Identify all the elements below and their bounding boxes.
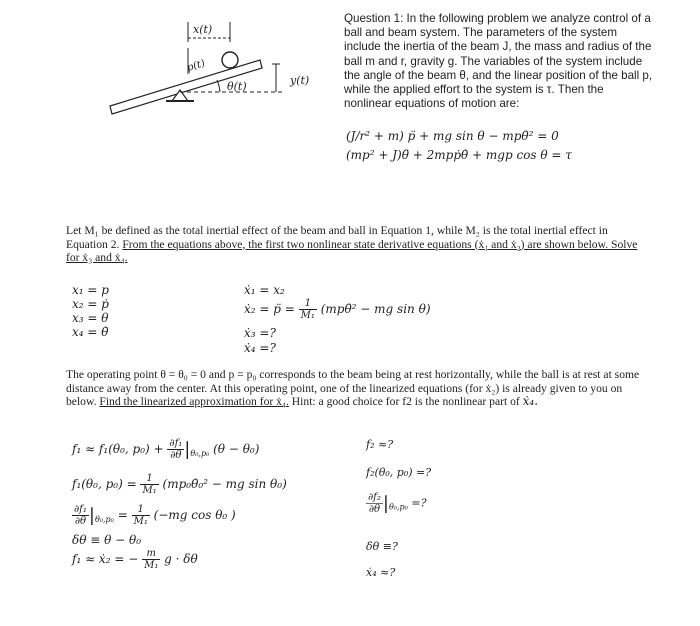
- deriv-x2: [244, 298, 431, 321]
- lin-eq-1-sub: θ₀,p₀: [190, 449, 210, 458]
- lin-eq-5-frac: [142, 548, 160, 571]
- ball-beam-diagram: [84, 8, 334, 118]
- lin-eq-2-frac: [140, 473, 158, 496]
- f2-partial-sub: θ₀,p₀: [388, 502, 408, 512]
- deriv-x3: ẋ₃ =?: [244, 326, 276, 340]
- section3-hint: Hint: a good choice for f2 is the nonlinear part of: [291, 395, 520, 409]
- lin-eq-3-den2: M₁: [133, 516, 148, 527]
- label-theta: θ(t): [227, 80, 247, 93]
- lin-eq-2-num: 1: [140, 473, 158, 485]
- section3-paragraph: [66, 368, 642, 409]
- lin-eq-1: f₁ ≈ f₁(θ₀, p₀) + $\frac{\text{∂f₁}}{\partial\theta}$ $|_{\theta_0,p_0}$ (θ − θ₀): [72, 438, 260, 461]
- lin-eq-2: [72, 473, 287, 496]
- section3-hint-target: ẋ₄.: [522, 394, 539, 409]
- label-x: x(t): [193, 23, 213, 36]
- lin-eq-5-b: g · δθ: [164, 552, 198, 566]
- state-x2: x₂ = ṗ: [72, 297, 109, 311]
- ball: [222, 52, 238, 68]
- section2-instruction: From the equations above, the first two nonlinear state derivative equations (ẋ₁ and ẋ₂) are shown below. Solve for ẋ₃ and ẋ₄.: [66, 237, 638, 265]
- equation-2: (mp² + J)θ̈ + 2mpṗθ̇ + mgp cos θ = τ: [346, 148, 572, 162]
- label-p: p(t): [185, 58, 207, 74]
- section2-intro: Let M₁ be defined as the total inertial effect of the beam and ball in Equation 1, while M₂ is the total inertial effect in Equation 2.: [66, 224, 608, 251]
- f2-approx: f₂ ≈?: [366, 438, 394, 451]
- lin-eq-1-partial: [167, 438, 184, 461]
- lin-eq-3-num: ∂f₁: [74, 504, 87, 515]
- document-page: [14, 0, 686, 626]
- lin-eq-3-partial: [72, 504, 89, 527]
- lin-eq-1-b: (θ − θ₀): [213, 442, 260, 456]
- f2-partial-den: ∂θ: [368, 504, 381, 515]
- lin-eq-3-sub: θ₀,p₀: [94, 515, 114, 524]
- lin-eq-1-num: ∂f₁: [169, 438, 183, 449]
- lin-eq-2-den: M₁: [142, 485, 157, 496]
- lin-eq-2-a: f₁(θ₀, p₀) =: [72, 477, 137, 491]
- f2-op-point: f₂(θ₀, p₀) =?: [366, 466, 432, 479]
- state-x1: x₁ = p: [72, 283, 109, 297]
- section3-text: The operating point θ = θ₀ = 0 and p = p₀ corresponds to the beam being at rest horizontally, while the ball is at rest at some distance away from the center. At this operating point, one of the linearized equations (for ẋ₂) is already given to you on below.: [66, 368, 640, 409]
- lin-eq-3: $\frac{\text{∂f₁}}{\partial\theta}$ $|_{\theta_0,p_0}$ = $\frac{1}{\text{M₁}}$ (−mg cos θ₀ ): [74, 504, 236, 527]
- f2-partial: $\frac{\text{∂f₂}}{\partial\theta}$ $|_{\theta_0,p_0}$ =?: [368, 492, 427, 515]
- delta-theta-q: δθ ≡?: [366, 540, 398, 553]
- state-definitions: [72, 283, 109, 339]
- deriv-x2-rhs: (mpθ̇² − mg sin θ): [320, 302, 431, 316]
- equation-1: (J/r² + m) p̈ + mg sin θ − mpθ̇² = 0: [346, 129, 559, 143]
- lin-eq-5-a: f₁ ≈ ẋ₂ = −: [72, 552, 139, 566]
- lin-eq-3-b: (−mg cos θ₀ ): [153, 508, 236, 522]
- section3-task: Find the linearized approximation for ẋ₄.: [99, 395, 289, 409]
- label-y: y(t): [290, 74, 310, 87]
- lin-eq-5: [72, 548, 198, 571]
- deriv-x2-frac: [299, 298, 317, 321]
- section2-paragraph: [66, 224, 642, 265]
- lin-eq-3-frac: [132, 504, 150, 527]
- state-x3: x₃ = θ: [72, 311, 109, 325]
- lin-eq-5-den: M₁: [144, 560, 159, 571]
- deriv-x4: ẋ₄ =?: [244, 341, 276, 355]
- state-x4: x₄ = θ̇: [72, 325, 109, 339]
- lin-eq-5-num: m: [142, 548, 160, 560]
- deriv-x2-num: 1: [299, 298, 317, 310]
- deriv-x2-den: M₁: [300, 310, 315, 321]
- lin-eq-3-num2: 1: [132, 504, 150, 516]
- deriv-x2-lhs: ẋ₂ = p̈ =: [244, 302, 295, 316]
- f2-partial-frac: [366, 492, 383, 515]
- lin-eq-3-eq: =: [117, 508, 128, 522]
- lin-eq-4: δθ ≡ θ − θ₀: [72, 533, 142, 547]
- f2-partial-b: =?: [411, 496, 427, 510]
- deriv-x1: ẋ₁ = x₂: [244, 283, 285, 297]
- f2-partial-num: ∂f₂: [368, 492, 381, 503]
- lin-eq-1-den: ∂θ: [170, 450, 182, 461]
- lin-eq-2-b: (mp₀θ̇₀² − mg sin θ₀): [162, 477, 287, 491]
- lin-eq-3-den: ∂θ: [74, 516, 87, 527]
- question-text: Question 1: In the following problem we analyze control of a ball and beam system. The parameters of the system include the inertia of the beam J, the mass and radius of the ball m and r, gravity g. The variables of the system include the angle of the beam θ, and the linear position of the ball p, while the applied effort to the system is τ. Then the nonlinear equations of motion are:: [344, 12, 653, 111]
- lin-eq-1-a: f₁ ≈ f₁(θ₀, p₀) +: [72, 442, 164, 456]
- x4-approx: ẋ₄ ≈?: [366, 566, 396, 579]
